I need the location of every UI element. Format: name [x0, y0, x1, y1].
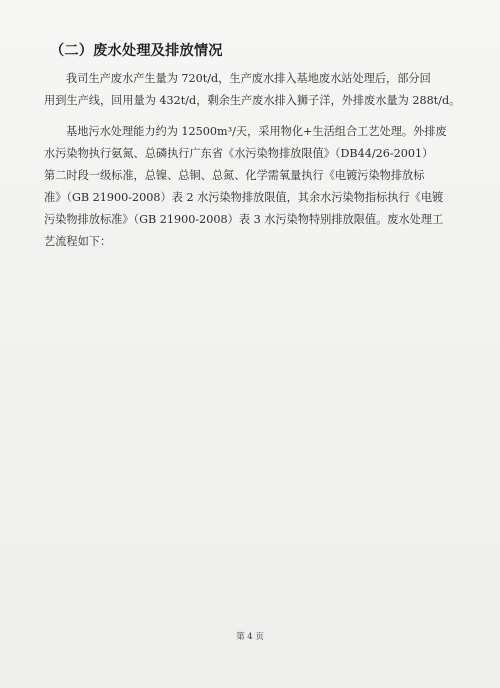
- paragraph-wastewater-volume: [44, 68, 466, 112]
- paragraph-line: 基地污水处理能力约为 12500m³/天，采用物化+生活组合工艺处理。外排废: [66, 125, 447, 138]
- paragraph-treatment-standards: [44, 121, 466, 253]
- paragraph-line: 艺流程如下：: [44, 235, 112, 248]
- paragraph-line: 水污染物执行氨氮、总磷执行广东省《水污染物排放限值》（DB44/26-2001）: [44, 147, 434, 160]
- paragraph-line: 污染物排放标准》（GB 21900-2008）表 3 水污染物特别排放限值。废水处理工: [44, 213, 444, 226]
- paragraph-line: 用到生产线，回用量为 432t/d，剩余生产废水排入狮子洋，外排废水量为 288t/d。: [44, 94, 461, 107]
- paragraph-line: 准》（GB 21900-2008）表 2 水污染物排放限值，其余水污染物指标执行《电镀: [44, 191, 444, 204]
- page-number: 第 4 页: [236, 632, 264, 642]
- section-heading: （二）废水处理及排放情况: [50, 43, 223, 59]
- paragraph-line: 第二时段一级标准，总镍、总铜、总氮、化学需氧量执行《电镀污染物排放标: [44, 169, 425, 182]
- paragraph-line: 我司生产废水产生量为 720t/d，生产废水排入基地废水站处理后，部分回: [66, 72, 431, 85]
